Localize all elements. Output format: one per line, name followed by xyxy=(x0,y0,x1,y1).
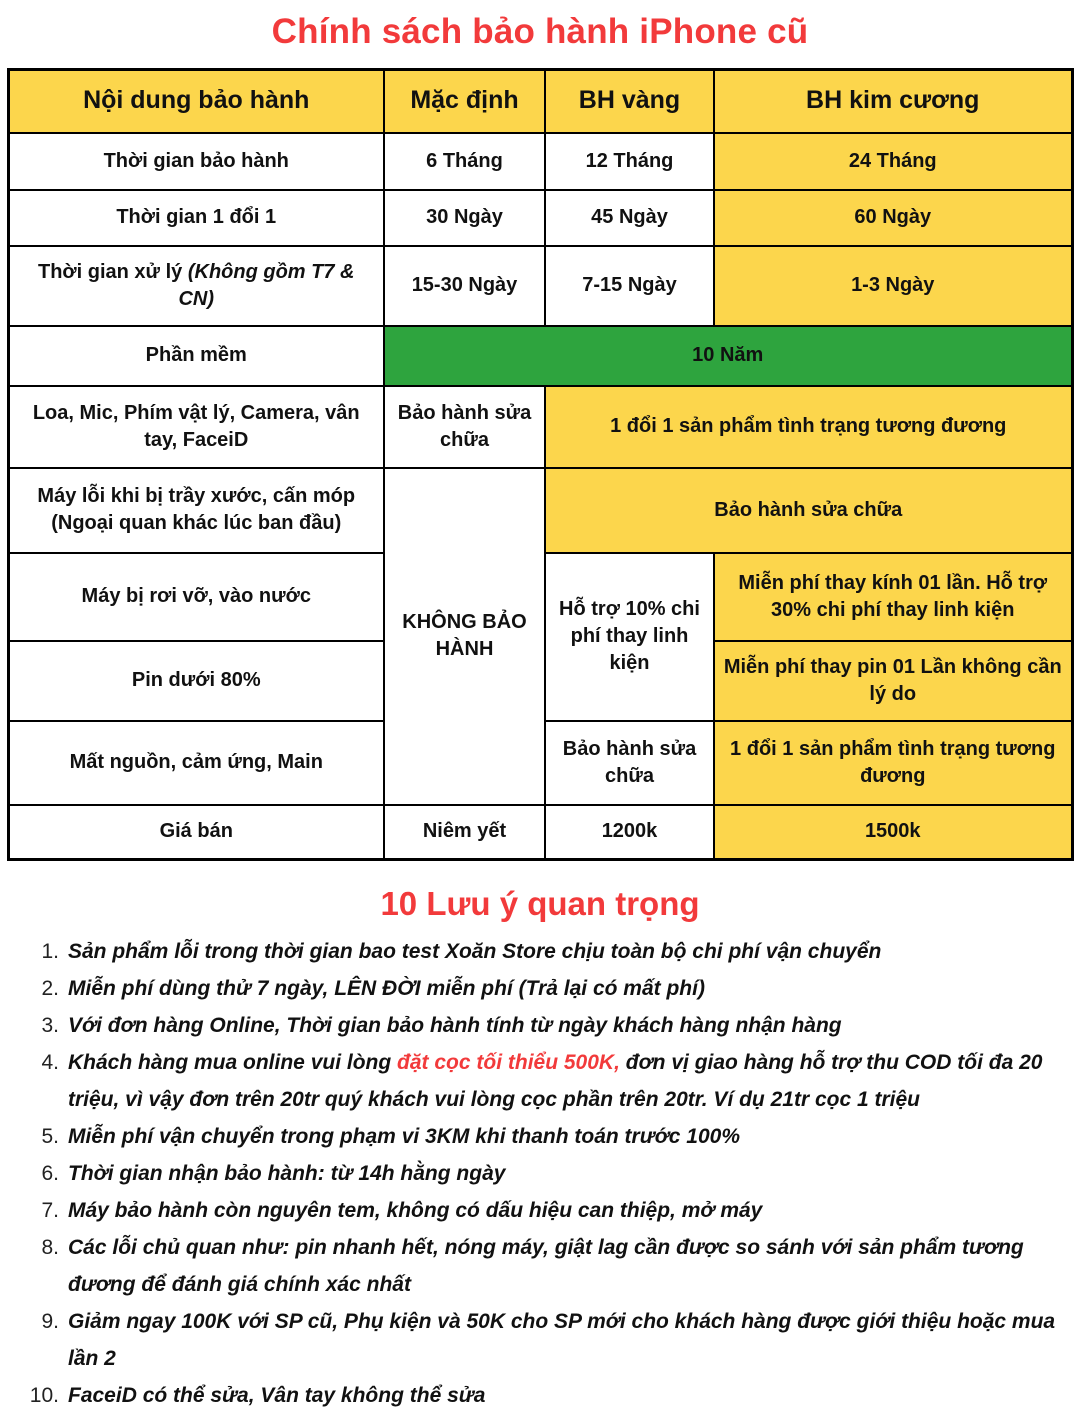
note-item xyxy=(17,1155,1063,1192)
notes-section xyxy=(9,933,1071,1414)
note-item xyxy=(17,1229,1063,1303)
note-item xyxy=(17,1118,1063,1155)
table-row-processing-time xyxy=(8,246,1072,326)
note-number: 2. xyxy=(41,977,59,1000)
page-title: Chính sách bảo hành iPhone cũ xyxy=(271,12,809,51)
note-text: Khách hàng mua online vui lòng đặt cọc tối thiểu 500K, đơn vị giao hàng hỗ trợ thu COD tối đa 20 triệu, vì vậy đơn trên 20tr quý khách vui lòng cọc phần trên 20tr. Ví dụ 21tr cọc 1 triệu xyxy=(68,1051,1043,1111)
note-text: Thời gian nhận bảo hành: từ 14h hằng ngày xyxy=(68,1162,506,1185)
table-row-software xyxy=(8,326,1072,386)
cell-mainboard-label: Mất nguồn, cảm ứng, Main xyxy=(8,721,384,805)
cell-battery-diamond: Miễn phí thay pin 01 Lần không cần lý do xyxy=(714,641,1072,721)
cell-swap-time-default: 30 Ngày xyxy=(384,190,545,246)
note-item xyxy=(17,1007,1063,1044)
note-text: Sản phẩm lỗi trong thời gian bao test Xoăn Store chịu toàn bộ chi phí vận chuyển xyxy=(68,940,882,963)
cell-dropped-label: Máy bị rơi vỡ, vào nước xyxy=(8,553,384,641)
note-text: Miễn phí dùng thử 7 ngày, LÊN ĐỜI miễn phí (Trả lại có mất phí) xyxy=(68,977,705,1000)
cell-price-default: Niêm yết xyxy=(384,805,545,860)
note-text: FaceiD có thể sửa, Vân tay không thể sửa xyxy=(68,1384,486,1407)
processing-time-label-main: Thời gian xử lý xyxy=(38,260,188,283)
cell-warranty-time-default: 6 Tháng xyxy=(384,133,545,190)
note-number: 1. xyxy=(41,940,59,963)
cell-software-label: Phần mềm xyxy=(8,326,384,386)
cell-swap-time-label: Thời gian 1 đổi 1 xyxy=(8,190,384,246)
notes-title: 10 Lưu ý quan trọng xyxy=(380,885,700,922)
note-item xyxy=(17,1377,1063,1414)
cell-swap-time-diamond: 60 Ngày xyxy=(714,190,1072,246)
cell-battery-label: Pin dưới 80% xyxy=(8,641,384,721)
cell-warranty-time-diamond: 24 Tháng xyxy=(714,133,1072,190)
cell-processing-time-default: 15-30 Ngày xyxy=(384,246,545,326)
cell-warranty-time-gold: 12 Tháng xyxy=(545,133,714,190)
header-default-plan: Mặc định xyxy=(384,70,545,133)
table-row-warranty-time xyxy=(8,133,1072,190)
cell-mainboard-diamond: 1 đổi 1 sản phẩm tình trạng tương đương xyxy=(714,721,1072,805)
note-item xyxy=(17,933,1063,970)
note-item xyxy=(17,1044,1063,1118)
note-highlight: đặt cọc tối thiểu 500K, xyxy=(397,1051,620,1074)
cell-hardware-basic-gold-diamond: 1 đổi 1 sản phẩm tình trạng tương đương xyxy=(545,386,1072,468)
note-text: Giảm ngay 100K với SP cũ, Phụ kiện và 50K cho SP mới cho khách hàng được giới thiệu hoặc mua lần 2 xyxy=(68,1310,1056,1370)
note-text: Máy bảo hành còn nguyên tem, không có dấu hiệu can thiệp, mở máy xyxy=(68,1199,763,1222)
cell-price-gold: 1200k xyxy=(545,805,714,860)
note-item xyxy=(17,1303,1063,1377)
header-gold-plan: BH vàng xyxy=(545,70,714,133)
table-row-cosmetic xyxy=(8,468,1072,553)
warranty-table xyxy=(7,68,1074,861)
note-number: 5. xyxy=(41,1125,59,1148)
table-row-price xyxy=(8,805,1072,860)
note-item xyxy=(17,970,1063,1007)
cell-no-warranty: KHÔNG BẢO HÀNH xyxy=(384,468,545,805)
note-item xyxy=(17,1192,1063,1229)
cell-cosmetic-label: Máy lỗi khi bị trầy xước, cấn móp (Ngoại quan khác lúc ban đầu) xyxy=(8,468,384,553)
cell-processing-time-gold: 7-15 Ngày xyxy=(545,246,714,326)
note-number: 8. xyxy=(41,1236,59,1259)
cell-swap-time-gold: 45 Ngày xyxy=(545,190,714,246)
cell-dropped-gold: Hỗ trợ 10% chi phí thay linh kiện xyxy=(545,553,714,721)
header-content: Nội dung bảo hành xyxy=(8,70,384,133)
note-number: 10. xyxy=(29,1384,59,1407)
note-text: Miễn phí vận chuyển trong phạm vi 3KM khi thanh toán trước 100% xyxy=(68,1125,741,1148)
cell-price-label: Giá bán xyxy=(8,805,384,860)
table-row-swap-time xyxy=(8,190,1072,246)
cell-price-diamond: 1500k xyxy=(714,805,1072,860)
note-number: 6. xyxy=(41,1162,59,1185)
cell-processing-time-label xyxy=(8,246,384,326)
note-number: 3. xyxy=(41,1014,59,1037)
table-row-hardware-basic xyxy=(8,386,1072,468)
processing-time-label-note: (Không gồm T7 & CN) xyxy=(178,260,355,310)
cell-hardware-basic-label: Loa, Mic, Phím vật lý, Camera, vân tay, FaceiD xyxy=(8,386,384,468)
cell-warranty-time-label: Thời gian bảo hành xyxy=(8,133,384,190)
cell-mainboard-gold: Bảo hành sửa chữa xyxy=(545,721,714,805)
note-text: Các lỗi chủ quan như: pin nhanh hết, nóng máy, giật lag cần được so sánh với sản phẩm tương đương để đánh giá chính xác nhất xyxy=(68,1236,1024,1296)
cell-dropped-diamond: Miễn phí thay kính 01 lần. Hỗ trợ 30% chi phí thay linh kiện xyxy=(714,553,1072,641)
table-header-row xyxy=(8,70,1072,133)
header-diamond-plan: BH kim cương xyxy=(714,70,1072,133)
cell-processing-time-diamond: 1-3 Ngày xyxy=(714,246,1072,326)
cell-hardware-basic-default: Bảo hành sửa chữa xyxy=(384,386,545,468)
note-number: 7. xyxy=(41,1199,59,1222)
note-number: 9. xyxy=(41,1310,59,1333)
cell-cosmetic-gold-diamond: Bảo hành sửa chữa xyxy=(545,468,1072,553)
note-number: 4. xyxy=(41,1051,59,1074)
cell-software-all-plans: 10 Năm xyxy=(384,326,1072,386)
note-text: Với đơn hàng Online, Thời gian bảo hành tính từ ngày khách hàng nhận hàng xyxy=(68,1014,842,1037)
